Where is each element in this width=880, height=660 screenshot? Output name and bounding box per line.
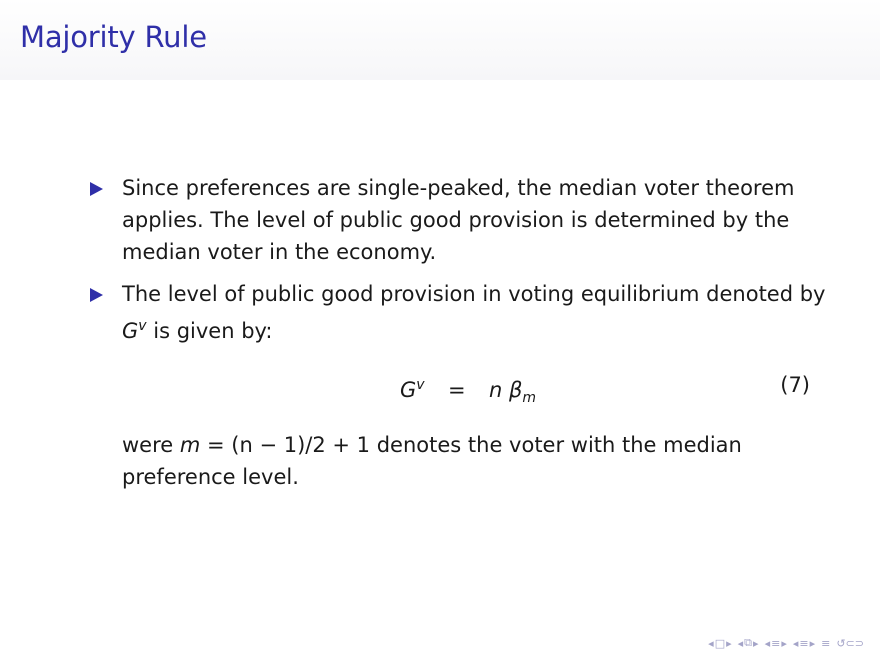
equation-number: (7) (780, 373, 810, 397)
slide-header (0, 0, 880, 80)
prev-slide-icon[interactable]: ◂ (792, 636, 799, 650)
next-frame-icon[interactable]: ▸ (726, 636, 732, 650)
bullet-text-before: The level of public good provision in voting equilibrium denoted by (122, 282, 826, 306)
bullet-text: Since preferences are single-peaked, the median voter theorem applies. The level of public good provision is determined by the median voter in the economy. (122, 176, 795, 264)
section-nav-group (765, 637, 787, 650)
equation-row (90, 369, 830, 415)
math-variable-m: m (179, 433, 201, 457)
triangle-bullet-icon (90, 288, 103, 302)
subsection-nav-group (738, 636, 759, 650)
continuation-suffix: denotes the voter with the median preference level. (122, 433, 742, 489)
equation-rhs-n: n (488, 378, 503, 402)
equation-relation: = (447, 378, 466, 402)
slide-nav-group (793, 637, 815, 650)
continuation-formula: = (n − 1)/2 + 1 (200, 433, 371, 457)
bullet-item (90, 172, 830, 268)
equation-rhs-subscript: m (522, 390, 536, 407)
bullet-item (90, 278, 830, 347)
continuation-prefix: were (122, 433, 180, 457)
next-slide-icon[interactable]: ▸ (809, 636, 816, 650)
search-icon[interactable]: ↺⊂⊃ (836, 636, 864, 650)
continuation-text (90, 429, 830, 493)
section-icon[interactable]: ≡ (771, 636, 781, 650)
math-symbol-g: G (122, 319, 139, 343)
frame-icon[interactable]: □ (714, 636, 726, 650)
slide-icon[interactable]: ≡ (799, 636, 809, 650)
math-superscript-v: v (138, 318, 147, 334)
align-icon[interactable]: ≡ (821, 636, 831, 650)
slide-content (90, 172, 830, 493)
equation-lhs-superscript: v (416, 377, 425, 393)
bullet-text (122, 278, 830, 347)
prev-section-icon[interactable]: ◂ (764, 636, 771, 650)
bullet-text-after: is given by: (146, 319, 273, 343)
frame-nav-group (708, 637, 731, 650)
slide-title: Majority Rule (20, 20, 207, 54)
equation (400, 369, 536, 414)
subsection-icon[interactable]: ⧉ (744, 636, 753, 649)
beamer-navigation-bar (708, 636, 864, 650)
equation-rhs-beta: β (508, 378, 523, 402)
first-frame-icon[interactable]: ◂ (708, 636, 714, 650)
next-section-icon[interactable]: ▸ (781, 636, 787, 650)
equation-lhs: G (400, 378, 417, 402)
prev-subsection-icon[interactable]: ◂ (737, 636, 744, 650)
triangle-bullet-icon (90, 182, 103, 196)
next-subsection-icon[interactable]: ▸ (753, 636, 759, 650)
